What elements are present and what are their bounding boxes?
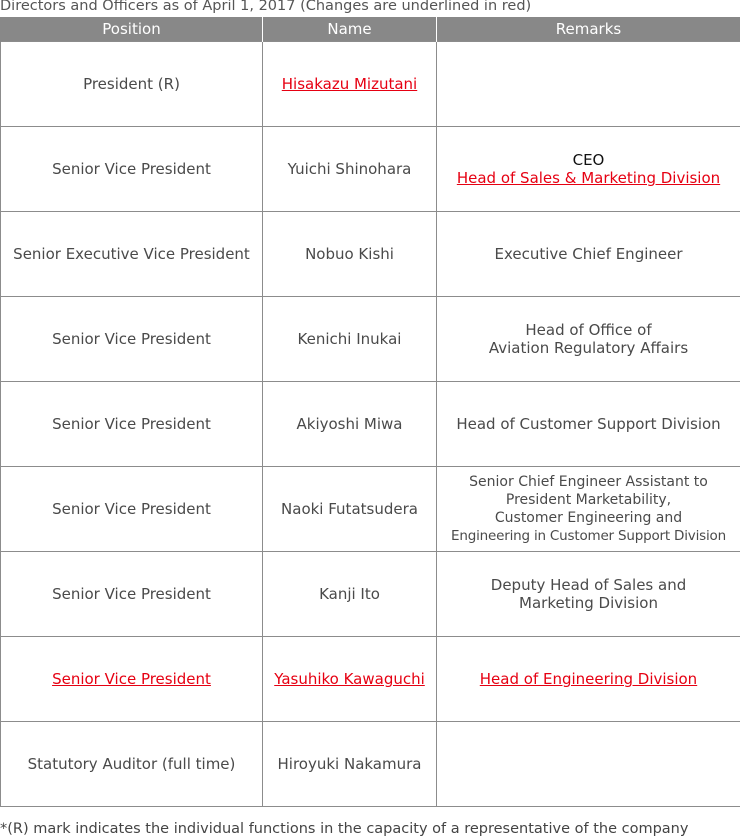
remarks-line: Customer Engineering and (439, 509, 738, 527)
name-cell: Akiyoshi Miwa (263, 382, 437, 467)
name-cell (263, 637, 437, 722)
position-cell: President (R) (1, 42, 263, 127)
remarks-line: Head of Office of (441, 321, 736, 339)
position-changed: Senior Vice President (52, 670, 211, 688)
name-cell: Kanji Ito (263, 552, 437, 637)
table-row (1, 42, 740, 127)
header-position: Position (1, 17, 263, 42)
name-changed: Hisakazu Mizutani (282, 75, 417, 93)
table-row (1, 722, 740, 807)
remarks-cell (437, 637, 740, 722)
header-name: Name (263, 17, 437, 42)
remarks-line-changed: Head of Sales & Marketing Division (457, 169, 720, 187)
position-cell: Senior Vice President (1, 467, 263, 552)
name-changed: Yasuhiko Kawaguchi (274, 670, 425, 688)
remarks-line: Deputy Head of Sales and (441, 576, 736, 594)
name-cell: Hiroyuki Nakamura (263, 722, 437, 807)
position-cell: Senior Vice President (1, 297, 263, 382)
position-cell: Statutory Auditor (full time) (1, 722, 263, 807)
remarks-line: CEO (441, 151, 736, 169)
position-cell: Senior Vice President (1, 552, 263, 637)
position-cell: Senior Vice President (1, 127, 263, 212)
position-cell (1, 637, 263, 722)
remarks-line: Engineering in Customer Support Division (439, 527, 738, 545)
remarks-line: Head of Customer Support Division (441, 415, 736, 433)
remarks-cell (437, 552, 740, 637)
position-cell: Senior Vice President (1, 382, 263, 467)
remarks-line: Senior Chief Engineer Assistant to (439, 473, 738, 491)
table-row (1, 127, 740, 212)
table-row (1, 212, 740, 297)
table-caption: Directors and Officers as of April 1, 2017 (Changes are underlined in red) (0, 0, 740, 16)
remarks-cell (437, 297, 740, 382)
remarks-cell (437, 382, 740, 467)
name-cell (263, 42, 437, 127)
remarks-cell (437, 467, 740, 552)
footnote: *(R) mark indicates the individual functions in the capacity of a representative of the company (0, 819, 740, 839)
remarks-line: Marketing Division (441, 594, 736, 612)
remarks-line: Aviation Regulatory Affairs (441, 339, 736, 357)
name-cell: Yuichi Shinohara (263, 127, 437, 212)
table-row (1, 637, 740, 722)
name-cell: Nobuo Kishi (263, 212, 437, 297)
table-row (1, 297, 740, 382)
remarks-line: President Marketability, (439, 491, 738, 509)
remarks-line: Executive Chief Engineer (441, 245, 736, 263)
table-row (1, 382, 740, 467)
remarks-line-changed: Head of Engineering Division (480, 670, 697, 688)
remarks-cell (437, 212, 740, 297)
name-cell: Naoki Futatsudera (263, 467, 437, 552)
officers-table (0, 17, 740, 807)
remarks-cell (437, 42, 740, 127)
remarks-cell (437, 722, 740, 807)
position-cell: Senior Executive Vice President (1, 212, 263, 297)
table-header-row (1, 17, 740, 42)
table-row (1, 467, 740, 552)
table-row (1, 552, 740, 637)
header-remarks: Remarks (437, 17, 740, 42)
name-cell: Kenichi Inukai (263, 297, 437, 382)
remarks-cell (437, 127, 740, 212)
